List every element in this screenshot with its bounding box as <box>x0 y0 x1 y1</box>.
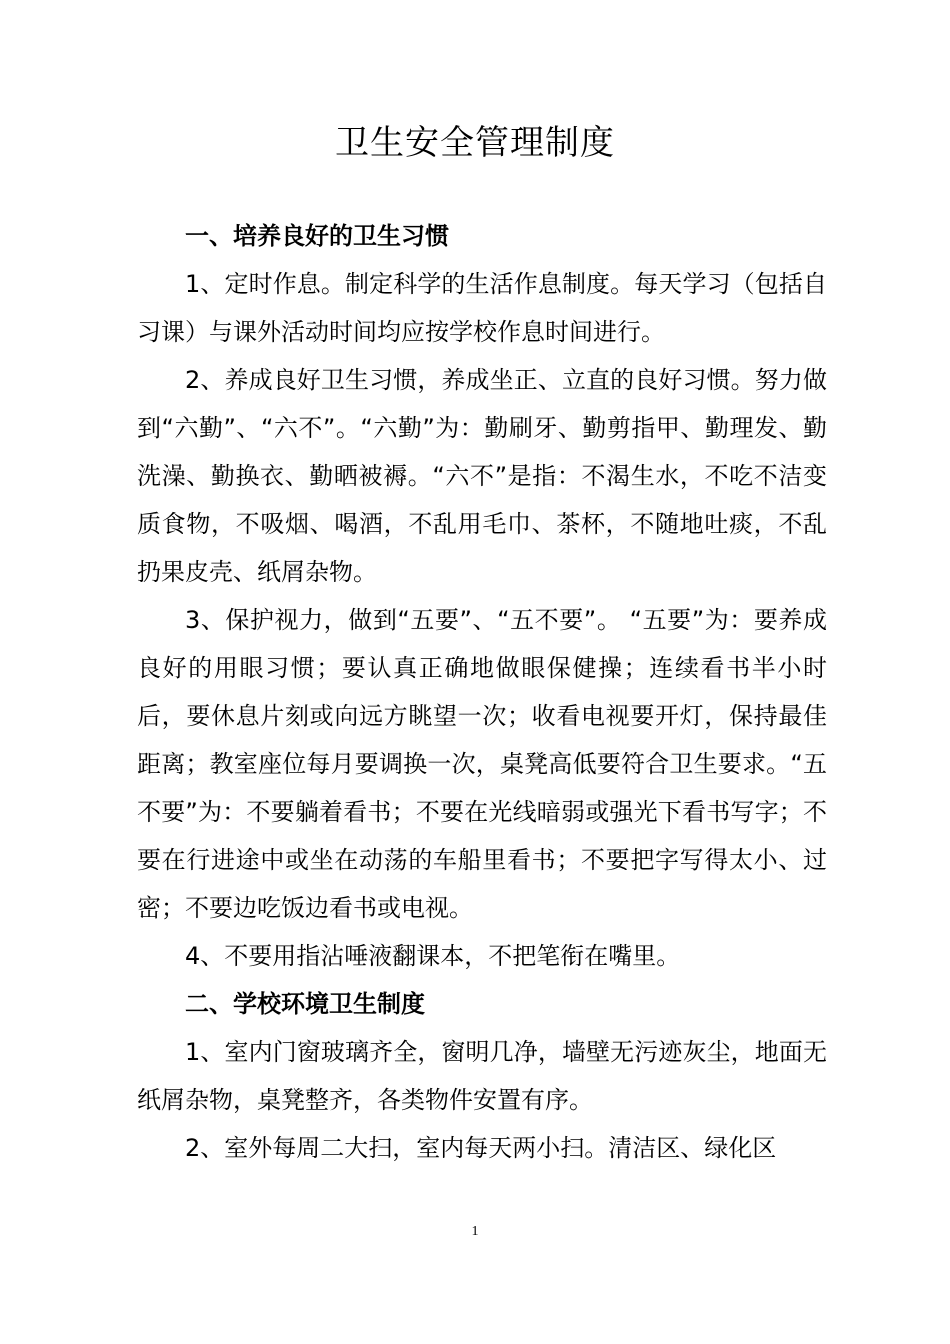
page-number: 1 <box>471 1224 479 1239</box>
paragraph-1-3: 3、保护视力，做到“五要”、“五不要”。 “五要”为：要养成良好的用眼习惯；要认真正确地做眼保健操；连续看书半小时后，要休息片刻或向远方眺望一次；收看电视要开灯，保持最佳距离；教室座位每月要调换一次，桌凳高低要符合卫生要求。“五不要”为：不要躺着看书；不要在光线暗弱或强光下看书写字；不要在行进途中或坐在动荡的车船里看书；不要把字写得太小、过密；不要边吃饭边看书或电视。 <box>137 606 827 922</box>
document-title: 卫生安全管理制度 <box>335 123 615 163</box>
section-heading-1: 一、培养良好的卫生习惯 <box>185 222 449 250</box>
paragraph-2-2: 2、室外每周二大扫，室内每天两小扫。清洁区、绿化区 <box>185 1134 777 1162</box>
paragraph-1-2: 2、养成良好卫生习惯，养成坐正、立直的良好习惯。努力做到“六勤”、“六不”。“六勤”为：勤刷牙、勤剪指甲、勤理发、勤洗澡、勤换衣、勤晒被褥。“六不”是指：不渴生水，不吃不洁变质食物，不吸烟、喝酒，不乱用毛巾、茶杯，不随地吐痰，不乱扔果皮壳、纸屑杂物。 <box>137 366 827 586</box>
paragraph-1-4: 4、不要用指沾唾液翻课本，不把笔衔在嘴里。 <box>185 942 681 970</box>
paragraph-1-1: 1、定时作息。制定科学的生活作息制度。每天学习（包括自习课）与课外活动时间均应按学校作息时间进行。 <box>137 270 827 346</box>
document-body <box>137 212 827 1172</box>
section-heading-2: 二、学校环境卫生制度 <box>185 990 425 1018</box>
paragraph-2-1: 1、室内门窗玻璃齐全，窗明几净，墙壁无污迹灰尘，地面无纸屑杂物，桌凳整齐，各类物件安置有序。 <box>137 1038 827 1114</box>
